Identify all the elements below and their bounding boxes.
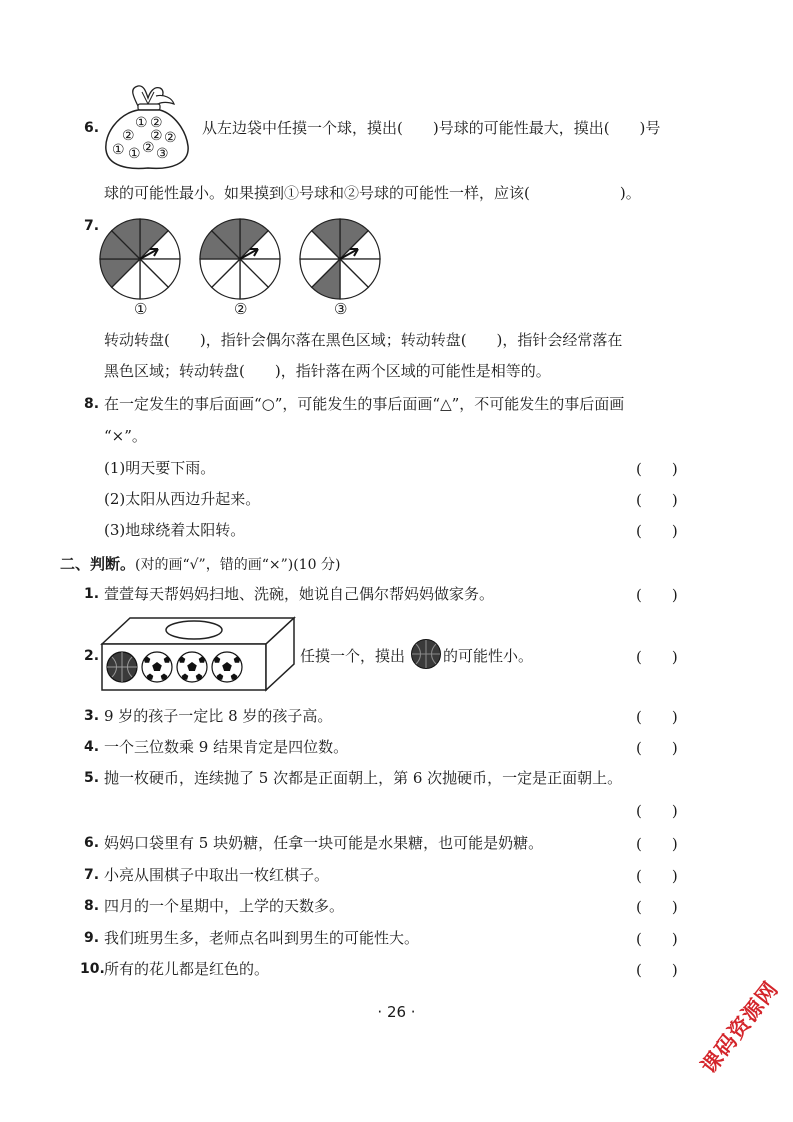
q8-item-1: (1)明天要下雨。 xyxy=(104,459,216,477)
judge-number-7: 7. xyxy=(84,867,100,883)
spinner-3 xyxy=(300,219,380,299)
judge-paren-2[interactable]: ( ) xyxy=(636,648,678,666)
judge-text-2a: 任摸一个，摸出 xyxy=(300,647,406,665)
ball-box-illustration xyxy=(100,614,296,692)
section2-note: (对的画“√”，错的画“×”)(10 分) xyxy=(135,557,341,573)
section2-title-text: 二、判断。 xyxy=(60,555,136,573)
judge-paren-5[interactable]: ( ) xyxy=(636,802,678,820)
judge-text-2b: 的可能性小。 xyxy=(443,647,534,665)
bag-balls xyxy=(102,84,192,170)
ball-label: ① xyxy=(135,115,148,131)
ball-label: ① xyxy=(128,146,141,162)
judge-text-8: 四月的一个星期中，上学的天数多。 xyxy=(104,897,345,915)
q8-item-2: (2)太阳从西边升起来。 xyxy=(104,490,261,508)
judge-paren-8[interactable]: ( ) xyxy=(636,898,678,916)
ball-label: ② xyxy=(142,140,155,156)
judge-text-7: 小亮从围棋子中取出一枚红棋子。 xyxy=(104,866,330,884)
judge-paren-7[interactable]: ( ) xyxy=(636,867,678,885)
q8-number: 8. xyxy=(84,396,100,412)
ball-label: ② xyxy=(122,128,135,144)
q8-answer-paren-3[interactable]: ( ) xyxy=(636,522,678,540)
judge-text-4: 一个三位数乘 9 结果肯定是四位数。 xyxy=(104,738,349,756)
spinner-label-3: ③ xyxy=(334,300,348,318)
section2-title xyxy=(60,553,340,574)
soccer-ball-icon xyxy=(212,652,242,682)
soccer-ball-icon xyxy=(142,652,172,682)
q6-line1: 从左边袋中任摸一个球，摸出( )号球的可能性最大，摸出( )号 xyxy=(202,119,661,137)
q8-answer-paren-2[interactable]: ( ) xyxy=(636,491,678,509)
judge-number-3: 3. xyxy=(84,708,100,724)
q7-line2: 黑色区域；转动转盘( )，指针落在两个区域的可能性是相等的。 xyxy=(104,362,551,380)
judge-number-1: 1. xyxy=(84,586,100,602)
ball-label: ② xyxy=(164,130,177,146)
watermark: 课码资源网 xyxy=(696,976,784,1079)
judge-number-4: 4. xyxy=(84,739,100,755)
q7-line1: 转动转盘( )，指针会偶尔落在黑色区域；转动转盘( )，指针会经常落在 xyxy=(104,331,623,349)
judge-text-1: 萱萱每天帮妈妈扫地、洗碗，她说自己偶尔帮妈妈做家务。 xyxy=(104,585,495,603)
judge-number-9: 9. xyxy=(84,930,100,946)
q8-line1: 在一定发生的事后面画“○”，可能发生的事后面画“△”，不可能发生的事后面画 xyxy=(104,395,625,413)
judge-number-8: 8. xyxy=(84,898,100,914)
judge-number-2: 2. xyxy=(84,648,100,664)
ball-label: ② xyxy=(150,128,163,144)
judge-number-10: 10. xyxy=(80,961,105,977)
q7-number: 7. xyxy=(84,218,100,234)
spinner-1 xyxy=(100,219,180,299)
judge-paren-10[interactable]: ( ) xyxy=(636,961,678,979)
page-number: · 26 · xyxy=(377,1003,416,1021)
judge-paren-1[interactable]: ( ) xyxy=(636,586,678,604)
basketball-icon xyxy=(410,638,442,670)
q8-answer-paren-1[interactable]: ( ) xyxy=(636,460,678,478)
judge-text-3: 9 岁的孩子一定比 8 岁的孩子高。 xyxy=(104,707,333,725)
judge-paren-9[interactable]: ( ) xyxy=(636,930,678,948)
judge-paren-3[interactable]: ( ) xyxy=(636,708,678,726)
ball-label: ② xyxy=(150,115,163,131)
judge-text-6: 妈妈口袋里有 5 块奶糖，任拿一块可能是水果糖，也可能是奶糖。 xyxy=(104,834,544,852)
basketball-icon xyxy=(107,652,137,682)
judge-paren-4[interactable]: ( ) xyxy=(636,739,678,757)
judge-text-10: 所有的花儿都是红色的。 xyxy=(104,960,270,978)
spinner-2 xyxy=(200,219,280,299)
judge-number-6: 6. xyxy=(84,835,100,851)
q6-line2: 球的可能性最小。如果摸到①号球和②号球的可能性一样，应该( )。 xyxy=(104,184,641,202)
q6-number: 6. xyxy=(84,120,100,136)
q8-line2: “×”。 xyxy=(104,427,147,445)
judge-text-5: 抛一枚硬币，连续抛了 5 次都是正面朝上，第 6 次抛硬币，一定是正面朝上。 xyxy=(104,769,623,787)
q8-item-3: (3)地球绕着太阳转。 xyxy=(104,521,246,539)
judge-text-9: 我们班男生多，老师点名叫到男生的可能性大。 xyxy=(104,929,420,947)
judge-number-5: 5. xyxy=(84,770,100,786)
soccer-ball-icon xyxy=(177,652,207,682)
spinner-label-1: ① xyxy=(134,300,148,318)
ball-label: ① xyxy=(112,142,125,158)
ball-label: ③ xyxy=(156,146,169,162)
judge-paren-6[interactable]: ( ) xyxy=(636,835,678,853)
spinner-label-2: ② xyxy=(234,300,248,318)
